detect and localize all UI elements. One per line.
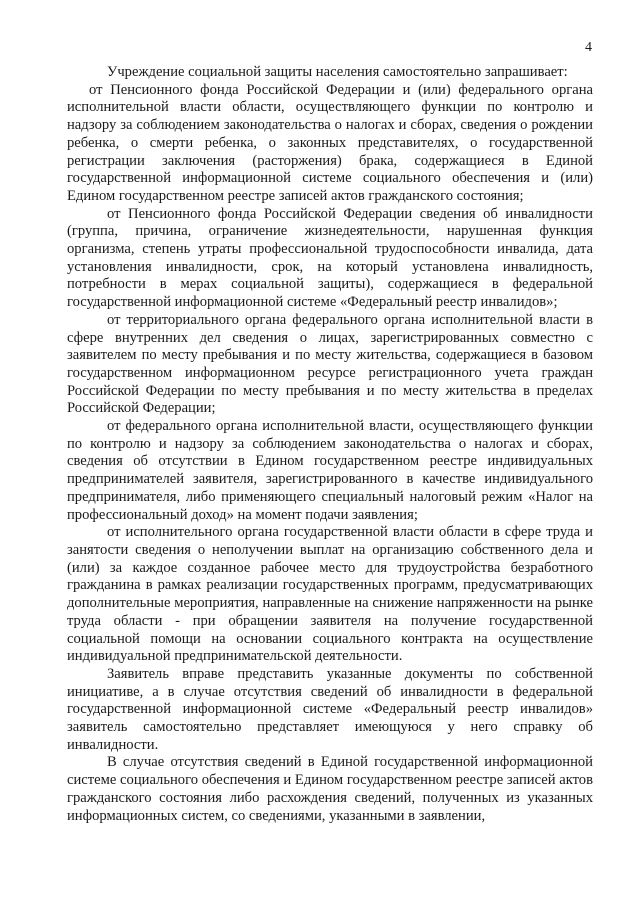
- page-number: 4: [585, 40, 592, 55]
- document-body: [67, 64, 593, 825]
- paragraph-intro: Учреждение социальной защиты населения самостоятельно запрашивает:: [107, 64, 568, 80]
- paragraph-item-labor-employment: от исполнительного органа государственной власти области в сфере труда и занятости сведения о неполучении выплат на организацию собственного дела и (или) за каждое созданное рабочее место для трудоустройства безработного гражданина в рамках реализации государственных программ, предусматривающих дополнительные мероприятия, направленные на снижение напряженности на рынке труда области - при обращении заявителя на получение государственной социальной помощи на основании социального контракта на осуществление индивидуальной предпринимательской деятельности.: [67, 524, 593, 665]
- paragraph-item-pension-fund-disability: от Пенсионного фонда Российской Федерации сведения об инвалидности (группа, причина, ограничение жизнедеятельности, нарушенная функция организма, степень утраты профессиональной трудоспособности инвалида, дата установления инвалидности, срок, на который установлена инвалидность, потребности в мерах социальной защиты), содержащиеся в федеральной государственной информационной системе «Федеральный реестр инвалидов»;: [67, 205, 593, 311]
- paragraph-item-internal-affairs: от территориального органа федерального органа исполнительной власти в сфере внутренних дел сведения о лицах, зарегистрированных совместно с заявителем по месту пребывания и по месту жительства, содержащиеся в базовом государственном информационном ресурсе регистрационного учета граждан Российской Федерации по месту пребывания и по месту жительства в пределах Российской Федерации;: [67, 311, 593, 417]
- paragraph-item-tax-authority: от федерального органа исполнительной власти, осуществляющего функции по контролю и надзору за соблюдением законодательства о налогах и сборах, сведения об отсутствии в Едином государственном реестре индивидуальных предпринимателей заявителя, зарегистрированного в качестве индивидуального предпринимателя, либо применяющего специальный налоговый режим «Налог на профессиональный доход» на момент подачи заявления;: [67, 418, 593, 523]
- paragraph-discrepancy: В случае отсутствия сведений в Единой государственной информационной системе социального обеспечения и Едином государственном реестре записей актов гражданского состояния либо расхождения сведений, полученных из указанных информационных систем, со сведениями, указанными в заявлении,: [67, 754, 593, 824]
- paragraph-item-pension-fund-civil-status: от Пенсионного фонда Российской Федерации и (или) федерального органа исполнительной власти области, осуществляющего функции по контролю и надзору за соблюдением законодательства о налогах и сборах, сведения о рождении ребенка, о смерти ребенка, о законных представителях, о государственной регистрации заключения (расторжения) брака, содержащиеся в Единой государственной информационной системе социального обеспечения и (или) Едином государственном реестре записей актов гражданского состояния;: [67, 81, 593, 204]
- paragraph-applicant-right: Заявитель вправе представить указанные документы по собственной инициативе, а в случае отсутствия сведений об инвалидности в федеральной государственной информационной системе «Федеральный реестр инвалидов» заявитель самостоятельно представляет имеющуюся у него справку об инвалидности.: [67, 665, 593, 753]
